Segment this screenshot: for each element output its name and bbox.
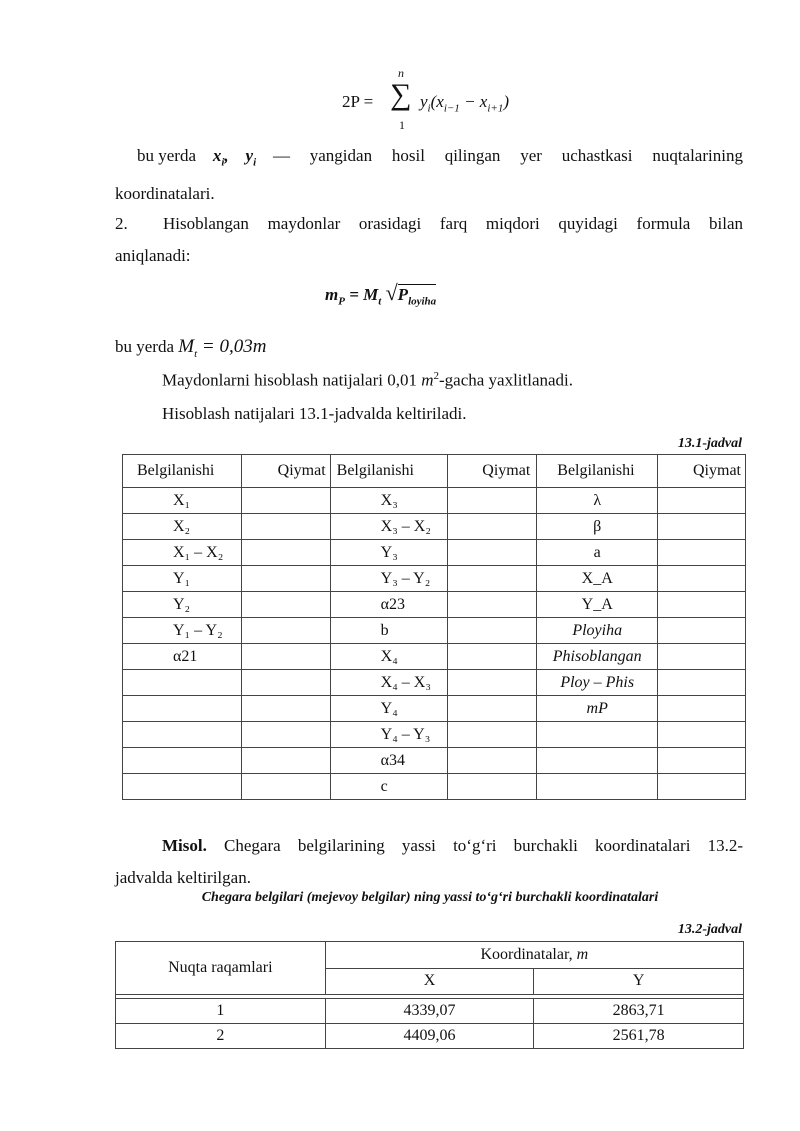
table-row <box>123 488 746 514</box>
table2-cell-x: 4409,06 <box>325 1024 534 1049</box>
table2-cell-x: 4339,07 <box>325 999 534 1024</box>
table1-label-cell: c <box>330 774 448 800</box>
formula-lhs: 2P = <box>342 92 374 111</box>
table1 <box>122 454 746 800</box>
table1-header: Qiymat <box>448 455 537 488</box>
table1-label-cell <box>123 774 242 800</box>
paragraph-example: Misol. Chegara belgilarining yassi to‘g‘ri burchakli koordinatalari 13.2- jadvalda keltirilgan. <box>115 836 743 887</box>
table2-header-point: Nuqta raqamlari <box>116 942 326 995</box>
table2-header-y: Y <box>534 968 744 995</box>
table1-label-cell: X_A <box>537 566 658 592</box>
table1-label-cell: a <box>537 540 658 566</box>
table1-label-cell: α23 <box>330 592 448 618</box>
table1-label-cell: Ployiha <box>537 618 658 644</box>
table2-cell-n: 2 <box>116 1024 326 1049</box>
table-row <box>123 540 746 566</box>
table1-value-cell <box>658 540 746 566</box>
table1-header: Belgilanishi <box>537 455 658 488</box>
table2-title: Chegara belgilari (mejevoy belgilar) ning yassi to‘g‘ri burchakli koordinatalari <box>201 890 659 905</box>
table1-label-cell: Y_A <box>537 592 658 618</box>
table1-value-cell <box>241 644 330 670</box>
table1-value-cell <box>658 618 746 644</box>
table2-cell-n: 1 <box>116 999 326 1024</box>
table-row <box>123 774 746 800</box>
table1-value-cell <box>658 592 746 618</box>
table1-value-cell <box>448 566 537 592</box>
paragraph-results: Hisoblash natijalari 13.1-jadvalda keltiriladi. <box>162 404 467 423</box>
table1-label-cell: X₄ – X₃ <box>330 670 448 696</box>
table1-value-cell <box>448 618 537 644</box>
table-row <box>123 514 746 540</box>
table-row <box>123 670 746 696</box>
table1-label-cell: X₃ <box>330 488 448 514</box>
table1-value-cell <box>241 592 330 618</box>
table1-value-cell <box>448 540 537 566</box>
error-formula: $m_P = M_t$ $√P_{loyiha}$ <box>325 280 437 308</box>
sigma-symbol: ∑ <box>390 78 412 111</box>
table1-caption: 13.1-jadval <box>677 436 742 451</box>
table1-value-cell <box>448 774 537 800</box>
table1-label-cell: Y₄ <box>330 696 448 722</box>
table-row <box>123 618 746 644</box>
table1-value-cell <box>241 540 330 566</box>
table1-header: Belgilanishi <box>123 455 242 488</box>
table1-label-cell: X₁ <box>123 488 242 514</box>
table1-label-cell: Y₂ <box>123 592 242 618</box>
table1-header: Belgilanishi <box>330 455 448 488</box>
table-row <box>123 592 746 618</box>
table1-value-cell <box>241 774 330 800</box>
table1-value-cell <box>241 566 330 592</box>
table1-value-cell <box>448 644 537 670</box>
table-row <box>123 644 746 670</box>
table1-value-cell <box>448 514 537 540</box>
area-formula <box>342 66 582 136</box>
table1-label-cell <box>123 670 242 696</box>
table2-header-row <box>116 942 744 969</box>
table1-value-cell <box>448 488 537 514</box>
table1-value-cell <box>241 696 330 722</box>
table1-value-cell <box>448 670 537 696</box>
table2-cell-y: 2561,78 <box>534 1024 744 1049</box>
table1-label-cell: λ <box>537 488 658 514</box>
table2-cell-y: 2863,71 <box>534 999 744 1024</box>
table1-value-cell <box>241 488 330 514</box>
table1-label-cell: Phisoblangan <box>537 644 658 670</box>
table1-header: Qiymat <box>658 455 746 488</box>
table-row <box>116 999 744 1024</box>
table1-label-cell: α21 <box>123 644 242 670</box>
table1-value-cell <box>658 514 746 540</box>
table1-value-cell <box>448 696 537 722</box>
table1-value-cell <box>448 722 537 748</box>
paragraph-difference: 2. Hisoblangan maydonlar orasidagi farq miqdori quyidagi formula bilan aniqlanadi: <box>115 214 743 265</box>
table1-label-cell: Y₃ <box>330 540 448 566</box>
table1-value-cell <box>658 722 746 748</box>
table1-value-cell <box>658 488 746 514</box>
table1-label-cell <box>123 722 242 748</box>
table1-label-cell: Y₁ <box>123 566 242 592</box>
table1-header-row <box>123 455 746 488</box>
table2 <box>115 941 744 1049</box>
sigma-upper-limit: n <box>398 66 404 80</box>
paragraph-coordinates: bu yerda $x_i$, $y_i$ — yangidan hosil qilingan yer uchastkasi nuqtalarining koordinatalari. <box>115 146 743 204</box>
table1-value-cell <box>241 722 330 748</box>
paragraph-rounding: Maydonlarni hisoblash natijalari 0,01 $m^2$-gacha yaxlitlanadi. <box>162 370 574 390</box>
table-row <box>123 748 746 774</box>
table1-label-cell: Ploy – Phis <box>537 670 658 696</box>
table1-label-cell: Y₄ – Y₃ <box>330 722 448 748</box>
table1-label-cell: X₃ – X₂ <box>330 514 448 540</box>
table1-label-cell: X₄ <box>330 644 448 670</box>
table1-label-cell: X₁ – X₂ <box>123 540 242 566</box>
table1-label-cell: mP <box>537 696 658 722</box>
table1-value-cell <box>658 748 746 774</box>
table1-value-cell <box>658 670 746 696</box>
table2-header-x: X <box>325 968 534 995</box>
table1-label-cell <box>123 748 242 774</box>
table1-label-cell <box>537 748 658 774</box>
table1-label-cell <box>537 774 658 800</box>
table-row <box>116 1024 744 1049</box>
table1-value-cell <box>241 514 330 540</box>
table-row <box>123 696 746 722</box>
table1-value-cell <box>241 670 330 696</box>
formula-rhs: $y_i(x_{i-1} - x_{i+1})$ <box>420 92 509 115</box>
table1-label-cell <box>537 722 658 748</box>
table1-label-cell: β <box>537 514 658 540</box>
table-row <box>123 722 746 748</box>
table1-value-cell <box>448 748 537 774</box>
table-row <box>123 566 746 592</box>
paragraph-mt: bu yerda $M_t = 0,03m$ <box>115 336 267 360</box>
table1-value-cell <box>658 774 746 800</box>
table1-label-cell: Y₃ – Y₂ <box>330 566 448 592</box>
table1-label-cell: Y₁ – Y₂ <box>123 618 242 644</box>
table2-caption: 13.2-jadval <box>677 922 742 937</box>
table1-label-cell: X₂ <box>123 514 242 540</box>
table1-label-cell: α34 <box>330 748 448 774</box>
table1-value-cell <box>658 696 746 722</box>
sigma-lower-limit: 1 <box>399 118 405 132</box>
table1-header: Qiymat <box>241 455 330 488</box>
table1-value-cell <box>241 748 330 774</box>
table1-value-cell <box>241 618 330 644</box>
table1-value-cell <box>448 592 537 618</box>
table1-label-cell <box>123 696 242 722</box>
table1-label-cell: b <box>330 618 448 644</box>
table1-value-cell <box>658 644 746 670</box>
table1-value-cell <box>658 566 746 592</box>
table2-header-coordinates: Koordinatalar, m <box>325 942 743 969</box>
